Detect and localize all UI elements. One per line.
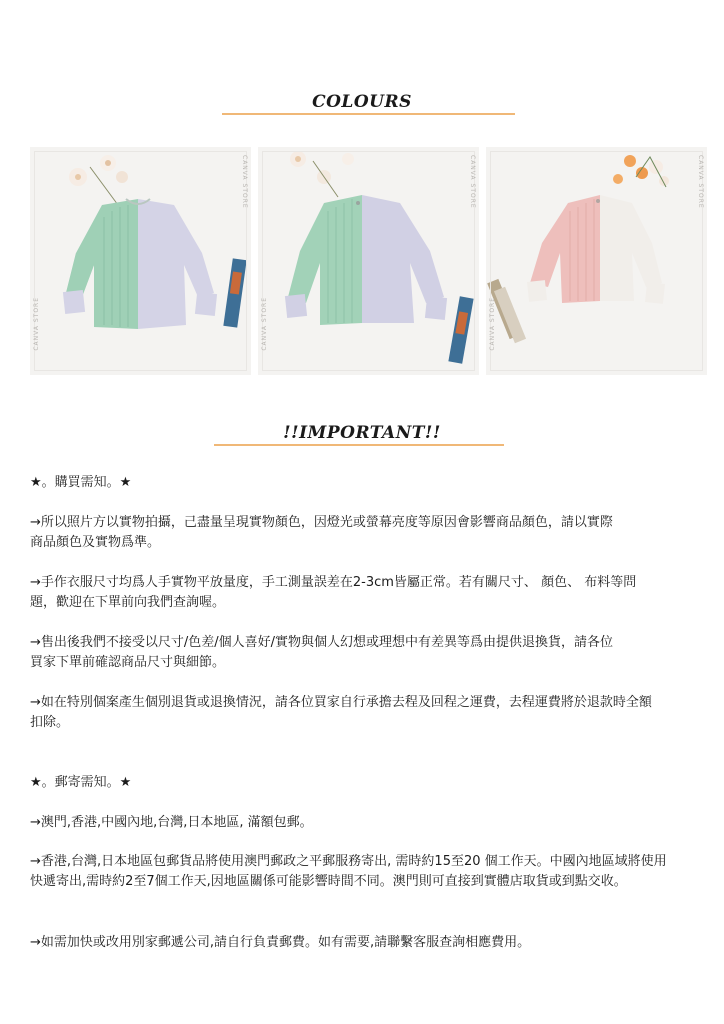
shipping-notice-paragraph-1: →澳門,香港,中國內地,台灣,日本地區, 滿額包郵。	[30, 815, 313, 830]
purchase-notice-paragraph-2: →手作衣服尺寸均爲人手實物平放量度，手工測量誤差在2-3cm皆屬正常。若有關尺寸、 顏色、 布料等問題，歡迎在下單前向我們查詢喔。	[30, 575, 637, 610]
purchase-notice-paragraph-1: →所以照片方以實物拍攝，己盡量呈現實物顏色，因燈光或螢幕亮度等原因會影響商品顏色，請以實際商品顏色及實物爲準。	[30, 515, 613, 550]
product-photo-pink: CANVA STORE CANVA STORE	[486, 147, 707, 375]
important-title: !!IMPORTANT!!	[283, 423, 441, 443]
important-divider	[214, 444, 504, 446]
product-photo-mint-1: CANVA STORE CANVA STORE	[30, 147, 251, 375]
purchase-notice-paragraph-4: →如在特別個案產生個別退貨或退換情況，請各位買家自行承擔去程及回程之運費，去程運費將於退款時全額扣除。	[30, 695, 652, 730]
purchase-notice-paragraph-3: →售出後我們不接受以尺寸/色差/個人喜好/實物與個人幻想或理想中有差異等爲由提供退換貨，請各位買家下單前確認商品尺寸與細節。	[30, 635, 614, 670]
shipping-notice-paragraph-2: →香港,台灣,日本地區包郵貨品將使用澳門郵政之平郵服務寄出, 需時約15至20 個工作天。中國內地區域將使用快遞寄出,需時約2至7個工作天,因地區關係可能影響時間不同。澳門則可直接到實體店取貨或到點交收。	[30, 854, 667, 889]
purchase-notice-heading: ★。購買需知。★	[30, 475, 132, 490]
colours-title: COLOURS	[312, 92, 412, 112]
shipping-notice-paragraph-3: →如需加快或改用別家郵遞公司,請自行負責郵費。如有需要,請聯繫客服查詢相應費用。	[30, 935, 531, 950]
shipping-notice-heading: ★。郵寄需知。★	[30, 775, 132, 790]
colours-divider	[222, 113, 515, 115]
product-photo-mint-2: CANVA STORE CANVA STORE	[258, 147, 479, 375]
